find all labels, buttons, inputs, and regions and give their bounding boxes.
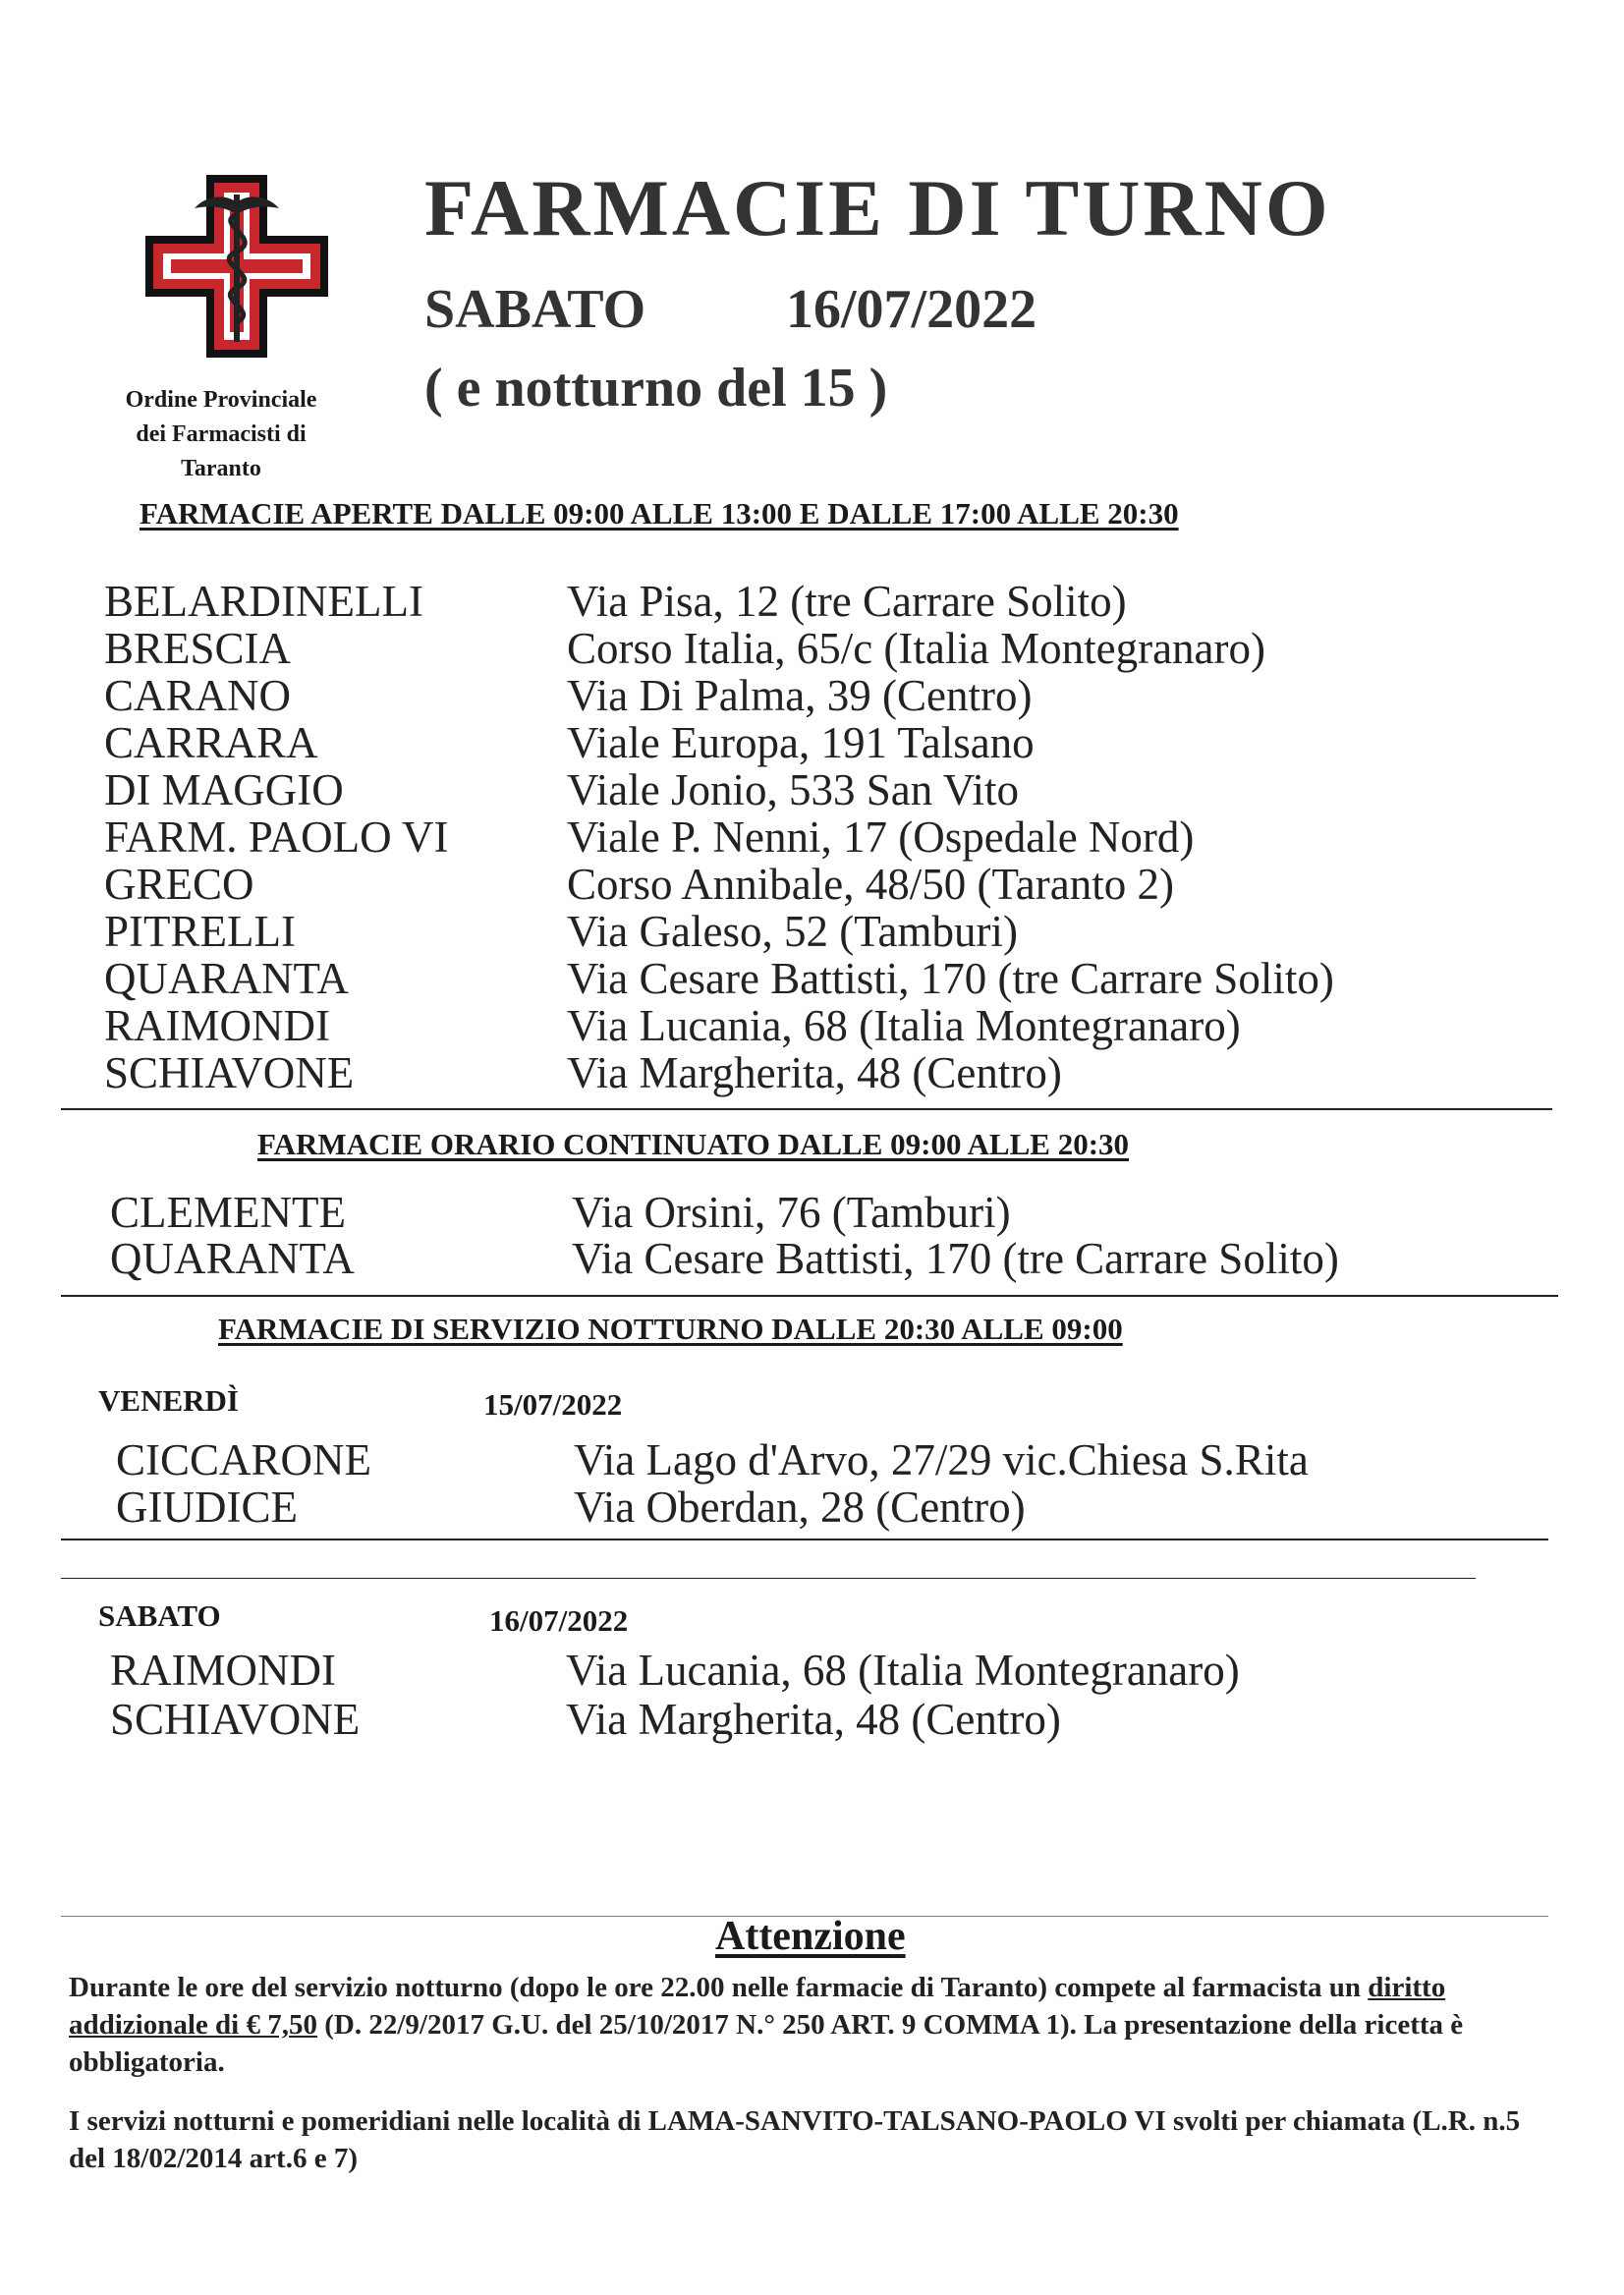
list-item — [0, 1694, 1624, 1744]
list-item — [0, 1233, 1624, 1283]
pharmacy-name: BRESCIA — [104, 624, 292, 673]
org-name — [88, 383, 354, 486]
pharmacy-address: Via Cesare Battisti, 170 (tre Carrare Solito) — [572, 1234, 1339, 1283]
section1-heading: FARMACIE APERTE DALLE 09:00 ALLE 13:00 E DALLE 17:00 ALLE 20:30 — [140, 496, 1179, 531]
night-group-separator — [61, 1578, 1476, 1579]
notice-paragraph-1 — [69, 1969, 1562, 2081]
pharmacy-name: SCHIAVONE — [110, 1695, 361, 1744]
pharmacy-name: CLEMENTE — [110, 1188, 346, 1237]
notice-paragraph-2: I servizi notturni e pomeridiani nelle località di LAMA-SANVITO-TALSANO-PAOLO VI svolti per chiamata (L.R. n.5 del 18/02/2014 art.6 e 7) — [69, 2105, 1521, 2174]
list-item — [0, 1482, 1624, 1532]
pharmacy-name: FARM. PAOLO VI — [104, 812, 449, 862]
pharmacy-cross-caduceus-icon — [145, 175, 328, 358]
pharmacy-address: Corso Annibale, 48/50 (Taranto 2) — [567, 860, 1174, 909]
pharmacy-address: Corso Italia, 65/c (Italia Montegranaro) — [567, 624, 1265, 673]
pharmacy-name: QUARANTA — [104, 954, 349, 1003]
list-item — [0, 1047, 1624, 1097]
notice-p1-text-c: (D. 22/9/2017 G.U. del 25/10/2017 N.° 250 ART. 9 COMMA 1). La presentazione della ricetta è obbligatoria. — [69, 2009, 1464, 2078]
pharmacy-address: Via Oberdan, 28 (Centro) — [574, 1483, 1026, 1532]
night-group2-date: 16/07/2022 — [489, 1603, 629, 1638]
pharmacy-address: Via Margherita, 48 (Centro) — [567, 1048, 1062, 1097]
pharmacy-address: Viale P. Nenni, 17 (Ospedale Nord) — [567, 812, 1195, 862]
pharmacy-name: DI MAGGIO — [104, 765, 344, 814]
pharmacy-name: PITRELLI — [104, 907, 296, 956]
org-line-1: Ordine Provinciale — [125, 387, 317, 413]
pharmacy-name: CARANO — [104, 671, 292, 720]
pharmacy-address: Via Lucania, 68 (Italia Montegranaro) — [566, 1646, 1240, 1695]
list-item — [0, 953, 1624, 1003]
notice-title: Attenzione — [715, 1914, 906, 1959]
pharmacy-name: SCHIAVONE — [104, 1048, 355, 1097]
header-subtitle: ( e notturno del 15 ) — [424, 358, 888, 419]
notice-p1-highlight: diritto addizionale di € 7,50 — [69, 1972, 1446, 2041]
pharmacy-address: Via Orsini, 76 (Tamburi) — [572, 1188, 1011, 1237]
pharmacy-address: Via Lucania, 68 (Italia Montegranaro) — [567, 1001, 1241, 1050]
section2-heading: FARMACIE ORARIO CONTINUATO DALLE 09:00 ALLE 20:30 — [257, 1127, 1130, 1161]
notice-p1-text-a: Durante le ore del servizio notturno (dopo le ore 22.00 nelle farmacie di Taranto) compete al farmacista un — [69, 1972, 1369, 2003]
list-item — [0, 1434, 1624, 1482]
list-item — [0, 764, 1624, 812]
pharmacy-address: Via Lago d'Arvo, 27/29 vic.Chiesa S.Rita — [574, 1435, 1309, 1484]
night-group1-date: 15/07/2022 — [483, 1387, 623, 1422]
section3-heading: FARMACIE DI SERVIZIO NOTTURNO DALLE 20:30 ALLE 09:00 — [218, 1312, 1123, 1346]
list-item — [0, 576, 1624, 626]
pharmacy-name: RAIMONDI — [110, 1646, 336, 1695]
list-item — [0, 812, 1624, 862]
page-title: FARMACIE DI TURNO — [424, 163, 1331, 252]
pharmacy-name: BELARDINELLI — [104, 577, 423, 626]
pharmacy-name: QUARANTA — [110, 1234, 355, 1283]
pharmacy-name: CARRARA — [104, 718, 318, 767]
org-line-3: Taranto — [181, 456, 261, 481]
pharmacy-address: Via Margherita, 48 (Centro) — [566, 1695, 1061, 1744]
night-group2-day: SABATO — [98, 1598, 221, 1633]
header-date: 16/07/2022 — [786, 279, 1037, 340]
header-day: SABATO — [424, 279, 646, 340]
night-group1-divider — [61, 1539, 1548, 1540]
pharmacy-name: GRECO — [104, 860, 254, 909]
section1-divider — [61, 1108, 1552, 1110]
list-item — [0, 623, 1624, 673]
night-group1-day: VENERDÌ — [98, 1383, 239, 1418]
list-item — [0, 1187, 1624, 1237]
section2-divider — [61, 1295, 1558, 1297]
list-item — [0, 1000, 1624, 1050]
pharmacy-name: RAIMONDI — [104, 1001, 330, 1050]
pharmacy-name: GIUDICE — [116, 1483, 298, 1532]
pharmacy-address: Via Di Palma, 39 (Centro) — [567, 671, 1033, 720]
pharmacy-address: Via Cesare Battisti, 170 (tre Carrare Solito) — [567, 954, 1334, 1003]
pharmacy-address: Viale Europa, 191 Talsano — [567, 718, 1035, 767]
list-item — [0, 906, 1624, 956]
org-line-2: dei Farmacisti di — [136, 421, 307, 447]
list-item — [0, 859, 1624, 909]
pharmacy-address: Via Pisa, 12 (tre Carrare Solito) — [567, 577, 1127, 626]
list-item — [0, 717, 1624, 767]
list-item — [0, 1645, 1624, 1695]
pharmacy-address: Via Galeso, 52 (Tamburi) — [567, 907, 1019, 956]
list-item — [0, 670, 1624, 720]
pharmacy-address: Viale Jonio, 533 San Vito — [567, 765, 1019, 814]
pharmacy-name: CICCARONE — [116, 1435, 372, 1484]
